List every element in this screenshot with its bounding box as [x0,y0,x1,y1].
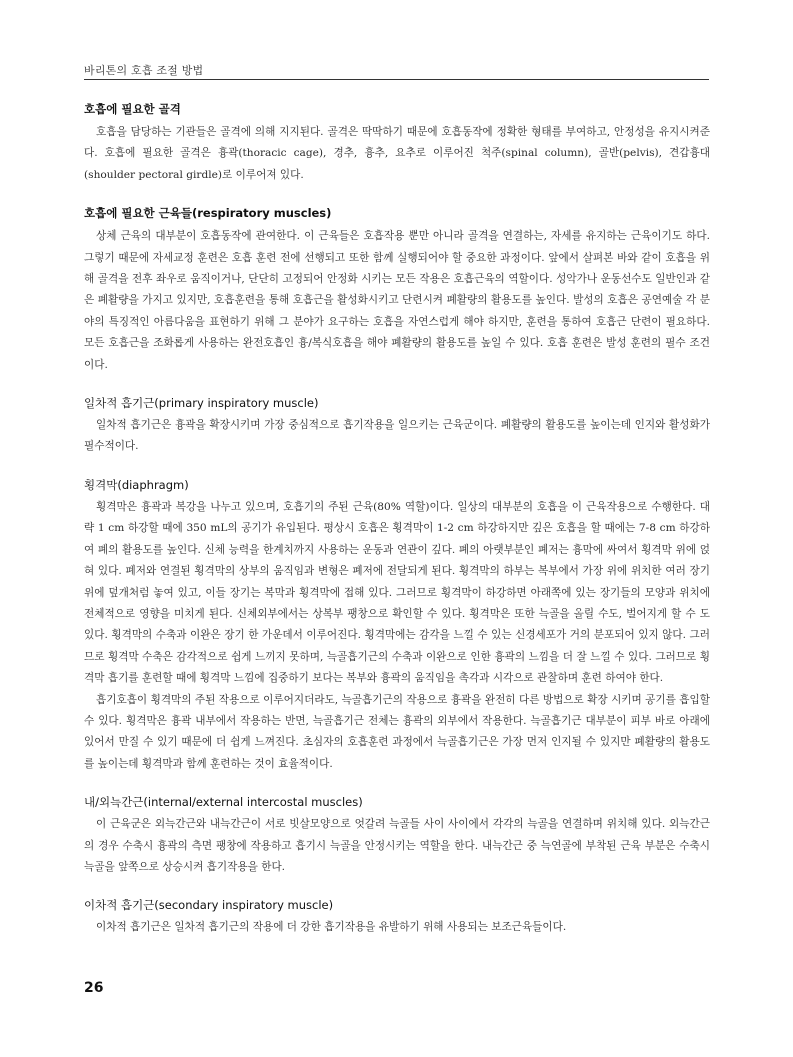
subsection-heading: 일차적 흡기근(primary inspiratory muscle) [84,396,319,411]
running-header: 바리톤의 호흡 조절 방법 [84,64,204,77]
section-skeleton [84,100,710,186]
body-paragraph: 상체 근육의 대부분이 호흡동작에 관여한다. 이 근육들은 호흡작용 뿐만 아니라 골격을 연결하는, 자세를 유지하는 근육이기도 하다. 그렇기 때문에 자세교정 훈련은 호흡 훈련 전에 선행되고 또한 함께 실행되어야 할 중요한 과정이다. 앞에서 살펴본 바와 같이 호흡을 위해 골격을 전후 좌우로 움직이거나, 단단히 고정되어 안정화 시키는 모든 작용은 호흡근육의 역할이다. 성악가나 운동선수도 일반인과 같은 폐활량을 가지고 있지만, 호흡훈련을 통해 호흡근을 활성화시키고 단련시켜 폐활량의 활용도를 높인다. 발성의 호흡은 공연예술 각 분야의 특징적인 아름다움을 표현하기 위해 그 분야가 요구하는 호흡을 자연스럽게 해야 하지만, 훈련을 통하여 호흡근 단련이 필요하다. 모든 호흡근을 조화롭게 사용하는 완전호흡인 흉/복식호흡을 해야 폐활량의 활용도를 높일 수 있다. 호흡 훈련은 발성 훈련의 필수 조건이다. [84,230,710,371]
subsection-heading: 횡격막(diaphragm) [84,477,189,492]
subsection-heading: 내/외늑간근(internal/external intercostal muscles) [84,795,363,810]
subsection-heading: 이차적 흡기근(secondary inspiratory muscle) [84,898,334,913]
section-heading: 호흡에 필요한 골격 [84,102,181,116]
body-paragraph: 일차적 흡기근은 흉곽을 확장시키며 가장 중심적으로 흡기작용을 일으키는 근육군이다. 폐활량의 활용도를 높이는데 인지와 활성화가 필수적이다. [84,419,710,453]
section-diaphragm [84,476,710,775]
section-heading: 호흡에 필요한 근육들(respiratory muscles) [84,206,332,221]
header-rule [84,79,709,80]
body-paragraph: 흡기호흡이 횡격막의 주된 작용으로 이루어지더라도, 늑골흡기근의 작용으로 흉곽을 완전히 다른 방법으로 확장 시키며 공기를 흡입할 수 있다. 횡격막은 흉곽 내부에서 작용하는 반면, 늑골흡기근 전체는 흉곽의 외부에서 작용한다. 늑골흡기근 대부분이 피부 바로 아래에 있어서 만질 수 있기 때문에 더 쉽게 느껴진다. 초심자의 호흡훈련 과정에서 늑골흡기근은 가장 먼저 인지될 수 있지만 폐활량의 활용도를 높이는데 횡격막과 함께 훈련하는 것이 효율적이다. [84,693,710,770]
section-intercostal [84,793,710,878]
section-primary-inspiratory [84,394,710,458]
body-paragraph: 호흡을 담당하는 기관들은 골격에 의해 지지된다. 골격은 딱딱하기 때문에 호흡동작에 정확한 형태를 부여하고, 안정성을 유지시켜준다. 호흡에 필요한 골격은 흉곽(thoracic cage), 경추, 흉추, 요추로 이루어진 척주(spinal column), 골반(pelvis), 견갑흉대(shoulder pectoral girdle)로 이루어져 있다. [84,126,710,181]
page-body [84,100,710,957]
body-paragraph: 횡격막은 흉곽과 복강을 나누고 있으며, 호흡기의 주된 근육(80% 역할)이다. 일상의 대부분의 호흡을 이 근육작용으로 수행한다. 대략 1 cm 하강할 때에 350 mL의 공기가 유입된다. 평상시 호흡은 횡격막이 1-2 cm 하강하지만 깊은 호흡을 할 때에는 7-8 cm 하강하여 폐의 활용도를 높인다. 신체 능력을 한계치까지 사용하는 운동과 연관이 깊다. 폐의 아랫부분인 폐저는 흉막에 싸여서 횡격막 위에 얹혀 있다. 폐저와 연결된 횡격막의 상부의 움직임과 변형은 폐저에 전달되게 된다. 횡격막의 하부는 복부에서 가장 위에 위치한 여러 장기 위에 덮개처럼 놓여 있고, 이들 장기는 복막과 횡격막에 접해 있다. 그러므로 횡격막이 하강하면 아래쪽에 있는 장기들의 모양과 위치에 전체적으로 영향을 미치게 된다. 신체외부에서는 상복부 팽창으로 확인할 수 있다. 횡격막은 또한 늑골을 올릴 수도, 벌어지게 할 수 도 있다. 횡격막의 수축과 이완은 장기 한 가운데서 이루어진다. 횡격막에는 감각을 느낄 수 있는 신경세포가 거의 분포되어 있지 않다. 그러므로 횡격막 수축은 감각적으로 쉽게 느끼지 못하며, 늑골흡기근의 수축과 이완으로 인한 흉곽의 느낌을 더 잘 느낄 수 있다. 그러므로 횡격막 흡기를 훈련할 때에 횡격막 느낌에 집중하기 보다는 복부와 흉곽의 움직임을 촉각과 시각으로 관찰하며 훈련 하여야 한다. [84,500,710,685]
body-paragraph: 이차적 흡기근은 일차적 흡기근의 작용에 더 강한 흡기작용을 유발하기 위해 사용되는 보조근육들이다. [96,921,567,934]
body-paragraph: 이 근육군은 외늑간근와 내늑간근이 서로 빗살모양으로 엇갈려 늑골들 사이 사이에서 각각의 늑골을 연결하며 위치해 있다. 외늑간근의 경우 수축시 흉곽의 측면 팽창에 작용하고 흡기시 늑골을 안정시키는 역할을 한다. 내늑간근 중 늑연골에 부착된 근육 부분은 수축시 늑골을 앞쪽으로 상승시켜 흡기작용을 한다. [84,818,710,873]
section-secondary-inspiratory [84,896,710,938]
page-number: 26 [84,980,104,996]
section-respiratory-muscles [84,204,710,376]
